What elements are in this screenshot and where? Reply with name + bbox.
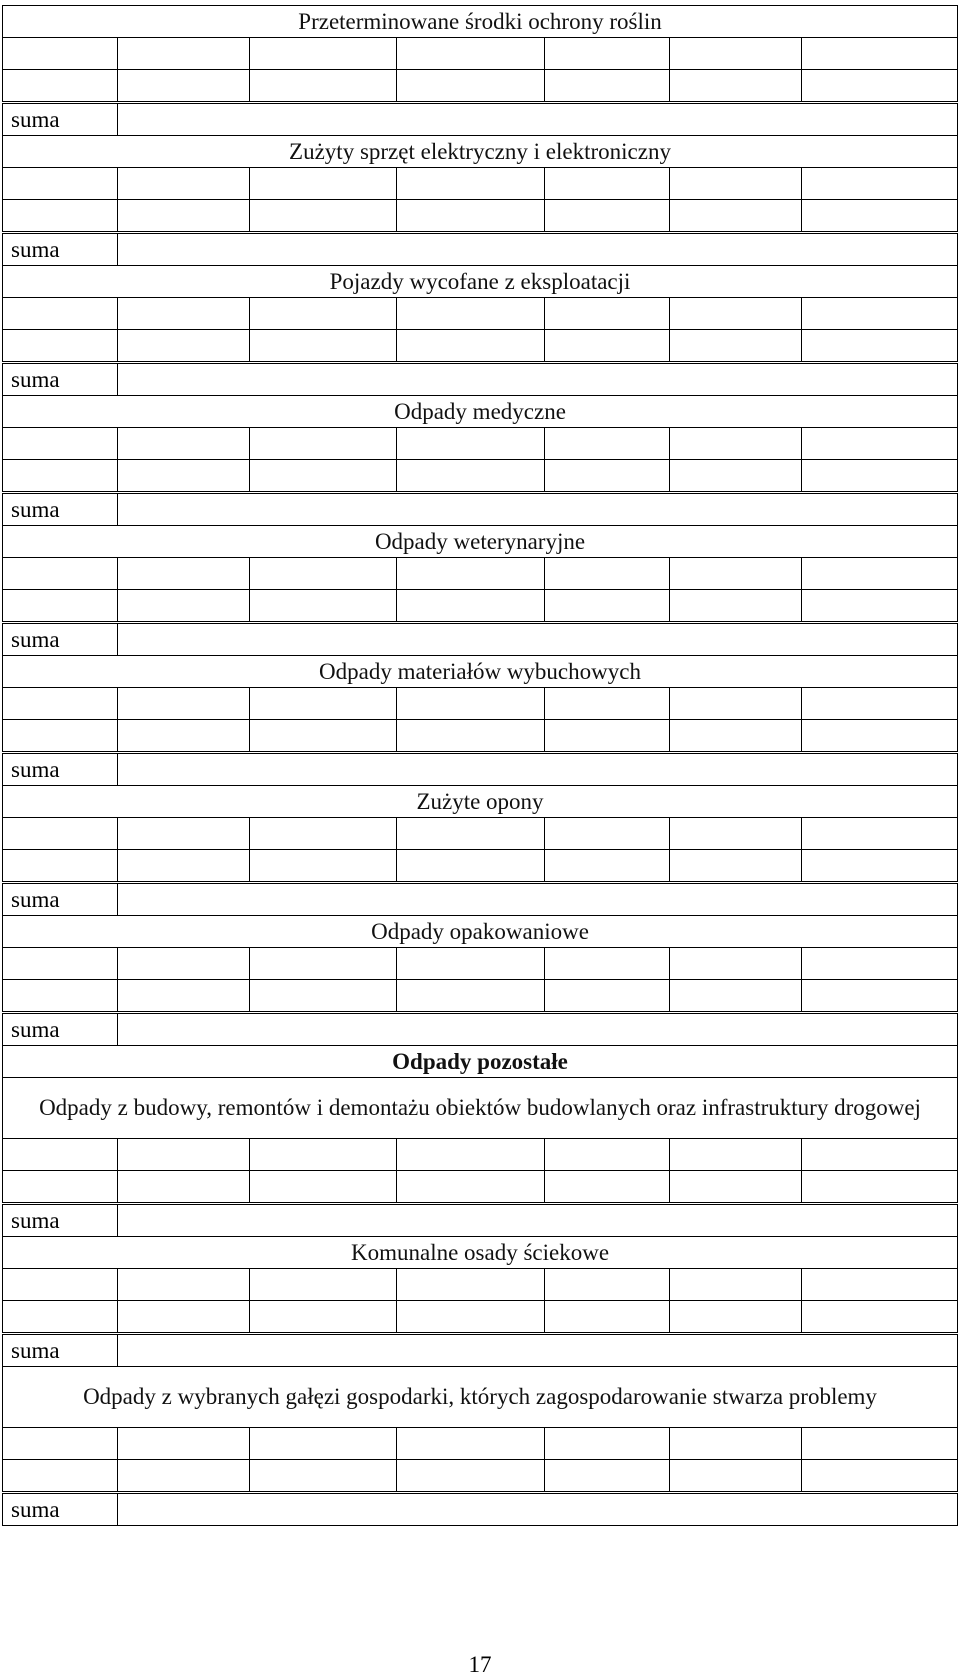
sum-row [3,493,958,526]
table-row [3,850,958,883]
table-row [3,818,958,850]
section-title: Odpady z budowy, remontów i demontażu obiektów budowlanych oraz infrastruktury drogowej [3,1078,958,1139]
table-row [3,428,958,460]
section-header [3,136,958,168]
sum-label: suma [3,1013,118,1046]
table-row [3,168,958,200]
sum-value-cell[interactable] [118,233,958,266]
section-header [3,786,958,818]
sum-value-cell[interactable] [118,623,958,656]
section-title: Odpady z wybranych gałęzi gospodarki, których zagospodarowanie stwarza problemy [3,1367,958,1428]
sum-label: suma [3,493,118,526]
sum-label: suma [3,623,118,656]
table-row [3,1460,958,1493]
section-title: Pojazdy wycofane z eksploatacji [3,266,958,298]
group-header [3,1046,958,1078]
sum-value-cell[interactable] [118,883,958,916]
sum-row [3,233,958,266]
sum-label: suma [3,1334,118,1367]
table-row [3,980,958,1013]
table-row [3,70,958,103]
section-title: Odpady opakowaniowe [3,916,958,948]
section-header [3,1367,958,1428]
sum-row [3,623,958,656]
section-header [3,656,958,688]
section-header [3,266,958,298]
page-number: 17 [468,1652,492,1677]
sum-label: suma [3,103,118,136]
waste-table [2,5,957,1526]
sum-value-cell[interactable] [118,493,958,526]
sum-value-cell[interactable] [118,103,958,136]
section-header [3,6,958,38]
sum-label: suma [3,753,118,786]
section-title: Odpady medyczne [3,396,958,428]
section-title: Odpady weterynaryjne [3,526,958,558]
sum-label: suma [3,1493,118,1526]
sum-row [3,1013,958,1046]
waste-grid [2,5,958,1526]
section-title: Odpady materiałów wybuchowych [3,656,958,688]
sum-value-cell[interactable] [118,363,958,396]
sum-value-cell[interactable] [118,1493,958,1526]
sum-value-cell[interactable] [118,753,958,786]
table-row [3,590,958,623]
table-row [3,298,958,330]
sum-value-cell[interactable] [118,1334,958,1367]
sum-row [3,103,958,136]
sum-label: suma [3,1204,118,1237]
section-header [3,1237,958,1269]
table-row [3,558,958,590]
table-row [3,1171,958,1204]
sum-label: suma [3,233,118,266]
sum-label: suma [3,883,118,916]
table-row [3,1269,958,1301]
section-title: Przeterminowane środki ochrony roślin [3,6,958,38]
group-title: Odpady pozostałe [3,1046,958,1078]
section-header [3,526,958,558]
table-row [3,720,958,753]
sum-row [3,753,958,786]
section-title: Zużyte opony [3,786,958,818]
sum-row [3,363,958,396]
section-header [3,916,958,948]
sum-value-cell[interactable] [118,1013,958,1046]
table-row [3,200,958,233]
table-row [3,948,958,980]
section-header [3,1078,958,1139]
table-row [3,1428,958,1460]
sum-row [3,1493,958,1526]
sum-row [3,1204,958,1237]
section-title: Komunalne osady ściekowe [3,1237,958,1269]
sum-label: suma [3,363,118,396]
sum-row [3,883,958,916]
table-row [3,1139,958,1171]
table-row [3,1301,958,1334]
table-row [3,330,958,363]
section-header [3,396,958,428]
table-row [3,460,958,493]
table-row [3,688,958,720]
sum-value-cell[interactable] [118,1204,958,1237]
sum-row [3,1334,958,1367]
section-title: Zużyty sprzęt elektryczny i elektroniczny [3,136,958,168]
table-row [3,38,958,70]
